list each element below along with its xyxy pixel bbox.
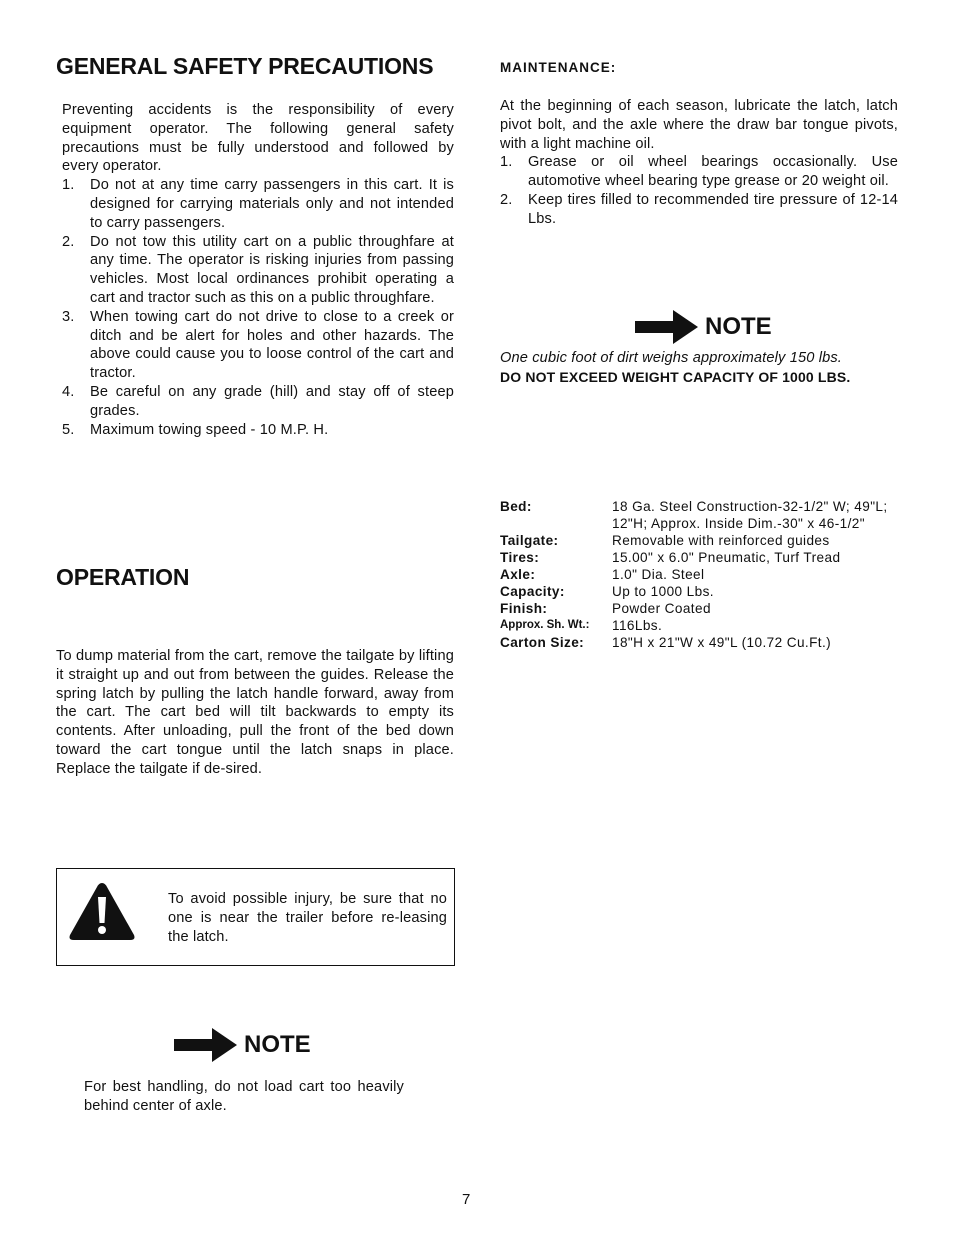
note-label: NOTE	[705, 313, 772, 340]
safety-heading: GENERAL SAFETY PRECAUTIONS	[56, 53, 434, 79]
table-row: Finish: Powder Coated	[500, 601, 711, 616]
table-row: Tailgate: Removable with reinforced guides	[500, 533, 830, 548]
safety-intro: Preventing accidents is the responsibility of every equipment operator. The following general safety precautions must be fully understood and followed by every operator.	[62, 102, 454, 175]
warning-text: To avoid possible injury, be sure that no one is near the trailer before re-leasing the latch.	[168, 891, 447, 945]
maintenance-heading: MAINTENANCE:	[500, 60, 617, 75]
list-item: 2. Keep tires filled to recommended tire pressure of 12-14 Lbs.	[500, 191, 898, 227]
note-callout	[174, 1027, 311, 1063]
table-row: Approx. Sh. Wt.: 116Lbs.	[500, 618, 663, 633]
specs-table	[500, 498, 905, 651]
warning-box	[56, 868, 455, 966]
safety-list	[62, 176, 454, 439]
note-bold: DO NOT EXCEED WEIGHT CAPACITY OF 1000 LBS.	[500, 368, 851, 385]
table-row: Bed: 18 Ga. Steel Construction-32-1/2" W; 49"L; 12"H; Approx. Inside Dim.-30" x 46-1/2"	[500, 499, 888, 531]
list-item: 1. Grease or oil wheel bearings occasionally. Use automotive wheel bearing type grease or 20 weight oil.	[500, 154, 898, 190]
note-callout	[635, 309, 772, 345]
right-arrow-icon	[174, 1027, 238, 1063]
maintenance-intro: At the beginning of each season, lubricate the latch, latch pivot bolt, and the axle where the draw bar tongue pivots, with a light machine oil.	[500, 98, 898, 152]
list-item: 5. Maximum towing speed - 10 M.P. H.	[62, 421, 329, 438]
note-text: For best handling, do not load cart too heavily behind center of axle.	[84, 1079, 404, 1114]
table-row: Axle: 1.0" Dia. Steel	[500, 567, 705, 582]
list-item: 1. Do not at any time carry passengers in this cart. It is designed for carrying materials only and not intended to carry passengers.	[62, 177, 454, 231]
table-row: Capacity: Up to 1000 Lbs.	[500, 584, 714, 599]
note-label: NOTE	[244, 1031, 311, 1058]
warning-exclamation-icon	[67, 879, 137, 943]
weight-note	[500, 349, 900, 387]
list-item: 3. When towing cart do not drive to close to a creek or ditch and be alert for holes and other hazards. The above could cause you to loose control of the cart and tractor.	[62, 308, 454, 382]
table-row: Tires: 15.00" x 6.0" Pneumatic, Turf Tread	[500, 550, 841, 565]
maintenance-list	[500, 153, 898, 228]
operation-text: To dump material from the cart, remove the tailgate by lifting it straight up and out from between the guides. Release the spring latch by pulling the latch handle forward, away from the cart. The cart bed will tilt backwards to empty its contents. After unloading, pull the front of the bed down toward the cart tongue until the latch snaps in place. Replace the tailgate if de-sired.	[56, 648, 454, 777]
maintenance-section	[500, 97, 898, 229]
list-item: 4. Be careful on any grade (hill) and stay off of steep grades.	[62, 383, 454, 419]
right-arrow-icon	[635, 309, 699, 345]
list-item: 2. Do not tow this utility cart on a public throughfare at any time. The operator is risking injuries from passing vehicles. Most local ordinances prohibit operating a cart and tractor such as this on a public throughfare.	[62, 233, 454, 306]
page-number: 7	[462, 1191, 471, 1208]
safety-section	[62, 101, 454, 439]
operation-heading: OPERATION	[56, 564, 190, 590]
note-italic: One cubic foot of dirt weighs approximately 150 lbs.	[500, 350, 843, 366]
table-row: Carton Size: 18"H x 21"W x 49"L (10.72 Cu.Ft.)	[500, 635, 832, 650]
